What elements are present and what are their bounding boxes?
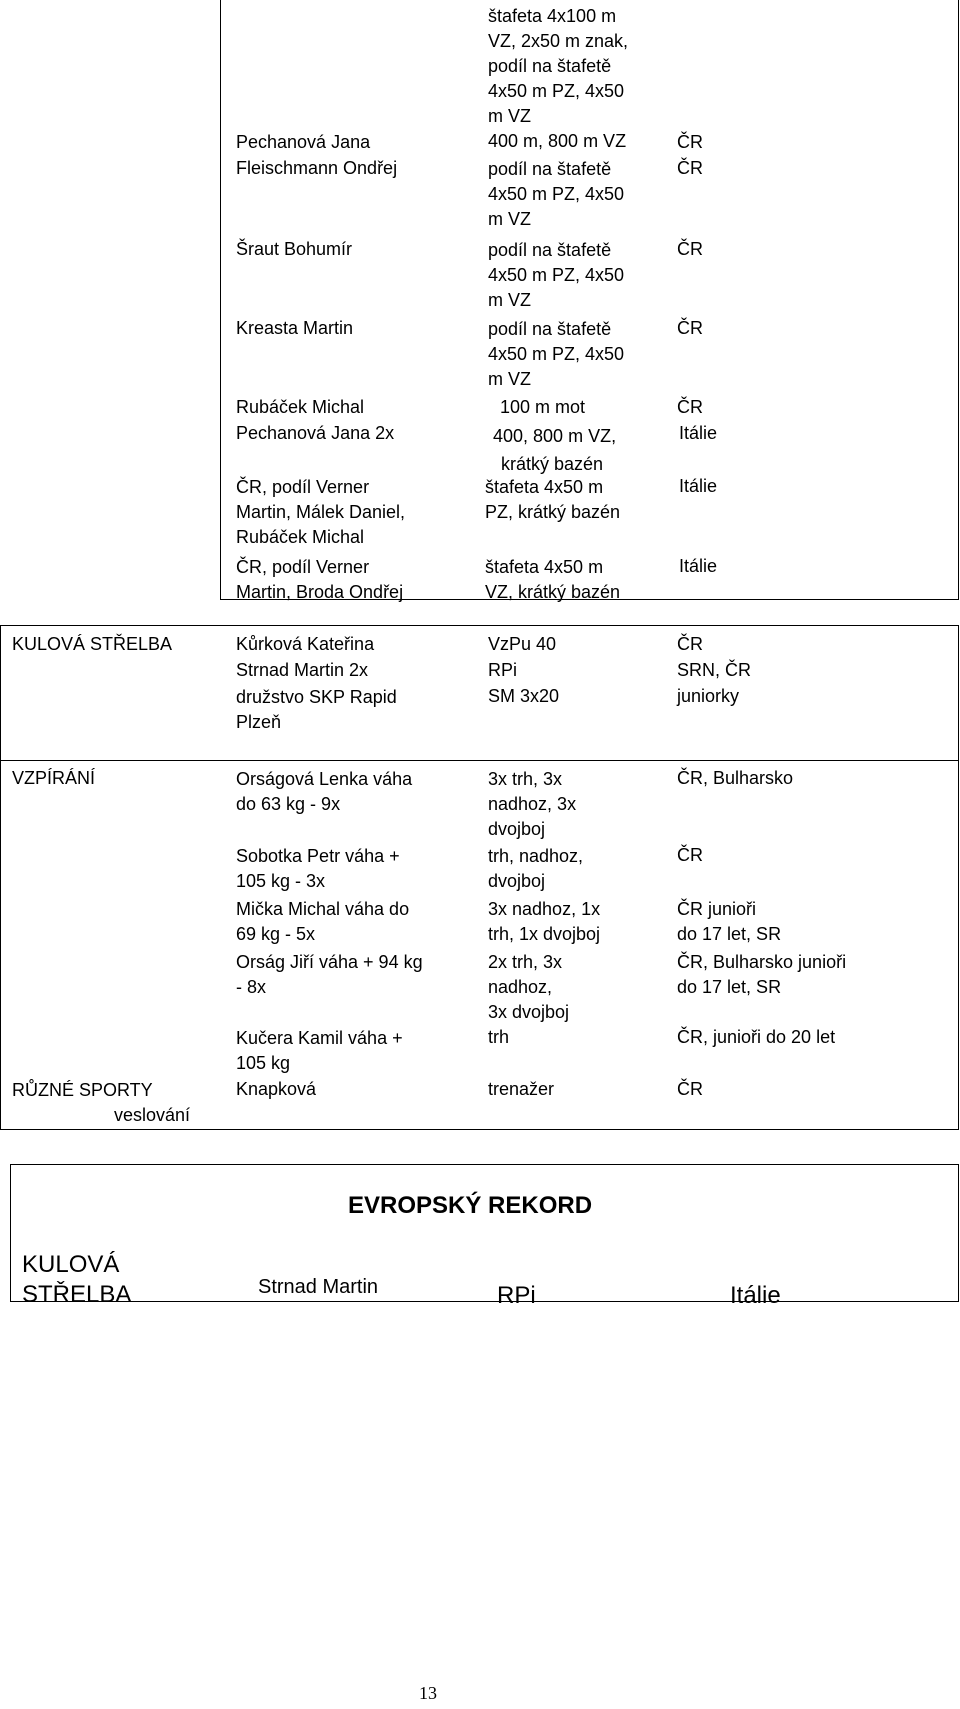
discipline-line: m VZ [488,106,531,126]
discipline: SM 3x20 [488,686,560,706]
country: ČR [677,132,703,152]
discipline-line: podíl na štafetě [488,240,612,260]
discipline-line: 2x trh, 3x [488,952,563,972]
athlete-name: Knapková [236,1079,317,1099]
discipline: trh [488,1027,510,1047]
country: ČR [677,397,703,417]
discipline-line: m VZ [488,290,531,310]
country: juniorky [677,686,740,706]
athlete-name-line: - 8x [236,977,267,997]
page-number: 13 [419,1683,437,1703]
discipline-line: podíl na štafetě [488,56,612,76]
athlete-name: Strnad Martin [258,1276,379,1298]
athlete-name-line: Sobotka Petr váha + [236,846,400,866]
country: Itálie [679,556,718,576]
discipline-line: podíl na štafetě [488,319,612,339]
country: ČR [677,845,703,865]
sport-label: RŮZNÉ SPORTY [12,1080,153,1100]
discipline-line: VZ, krátký bazén [485,582,621,602]
discipline-line: štafeta 4x50 m [485,557,604,577]
athlete-name-line: ČR, podíl Verner [236,477,370,497]
sport-label-line: KULOVÁ [22,1251,120,1278]
discipline-line: dvojboj [488,819,546,839]
athlete-name-line: družstvo SKP Rapid [236,687,397,707]
discipline-line: nadhoz, [488,977,553,997]
discipline-line: PZ, krátký bazén [485,502,621,522]
discipline-line: krátký bazén [501,454,604,474]
discipline-line: štafeta 4x50 m [485,477,604,497]
athlete-name: Strnad Martin 2x [236,660,369,680]
discipline-line: trh, 1x dvojboj [488,924,601,944]
athlete-name-line: 105 kg - 3x [236,871,326,891]
discipline: 100 m mot [500,397,586,417]
country: ČR [677,239,703,259]
discipline: RPi [488,660,518,680]
discipline: RPi [497,1282,536,1309]
discipline-line: 3x dvojboj [488,1002,570,1022]
athlete-name: Pechanová Jana [236,132,371,152]
athlete-name-line: Martin, Málek Daniel, [236,502,406,522]
discipline-line: dvojboj [488,871,546,891]
discipline-line: 3x nadhoz, 1x [488,899,601,919]
discipline-line: 4x50 m PZ, 4x50 [488,344,625,364]
sport-label-line: STŘELBA [22,1281,132,1308]
country: ČR, Bulharsko [677,768,794,788]
discipline: trenažer [488,1079,555,1099]
discipline-line: 4x50 m PZ, 4x50 [488,81,625,101]
country: Itálie [679,476,718,496]
discipline-line: nadhoz, 3x [488,794,577,814]
country: SRN, ČR [677,660,752,680]
country-line: ČR junioři [677,899,757,919]
discipline-line: 4x50 m PZ, 4x50 [488,184,625,204]
discipline-line: štafeta 4x100 m [488,6,617,26]
section-title: EVROPSKÝ REKORD [348,1192,593,1219]
country: ČR [677,318,703,338]
athlete-name-line: 105 kg [236,1053,291,1073]
sport-label: VZPÍRÁNÍ [12,768,96,788]
athlete-name-line: Kučera Kamil váha + [236,1028,403,1048]
country: ČR [677,158,703,178]
athlete-name-line: 69 kg - 5x [236,924,316,944]
discipline-line: 400 m, 800 m VZ [488,131,627,151]
athlete-name: Šraut Bohumír [236,239,353,259]
athlete-name-line: Orságová Lenka váha [236,769,413,789]
country-line: do 17 let, SR [677,924,782,944]
discipline-line: VZ, 2x50 m znak, [488,31,629,51]
athlete-name-line: Orság Jiří váha + 94 kg [236,952,423,972]
discipline-line: podíl na štafetě [488,159,612,179]
country-line: ČR, Bulharsko junioři [677,952,847,972]
discipline: VzPu 40 [488,634,557,654]
athlete-name: Pechanová Jana 2x [236,423,395,443]
discipline-line: trh, nadhoz, [488,846,584,866]
athlete-name: Kůrková Kateřina [236,634,375,654]
country: ČR [677,634,703,654]
athlete-name-line: Mička Michal váha do [236,899,410,919]
athlete-name-line: Rubáček Michal [236,527,365,547]
country: ČR [677,1079,703,1099]
discipline-line: 3x trh, 3x [488,769,563,789]
athlete-name-line: do 63 kg - 9x [236,794,341,814]
athlete-name: Fleischmann Ondřej [236,158,398,178]
country: Itálie [679,423,718,443]
discipline-line: m VZ [488,209,531,229]
discipline-line: 4x50 m PZ, 4x50 [488,265,625,285]
discipline-line: m VZ [488,369,531,389]
athlete-name-line: ČR, podíl Verner [236,557,370,577]
athlete-name: Kreasta Martin [236,318,354,338]
country-line: do 17 let, SR [677,977,782,997]
athlete-name-line: Plzeň [236,712,282,732]
country: ČR, junioři do 20 let [677,1027,836,1047]
sport-label: KULOVÁ STŘELBA [12,634,173,654]
discipline-line: 400, 800 m VZ, [493,426,617,446]
athlete-name: Rubáček Michal [236,397,365,417]
sport-sublabel: veslování [113,1105,190,1125]
country: Itálie [730,1282,781,1309]
athlete-name-line: Martin, Broda Ondřej [236,582,404,602]
